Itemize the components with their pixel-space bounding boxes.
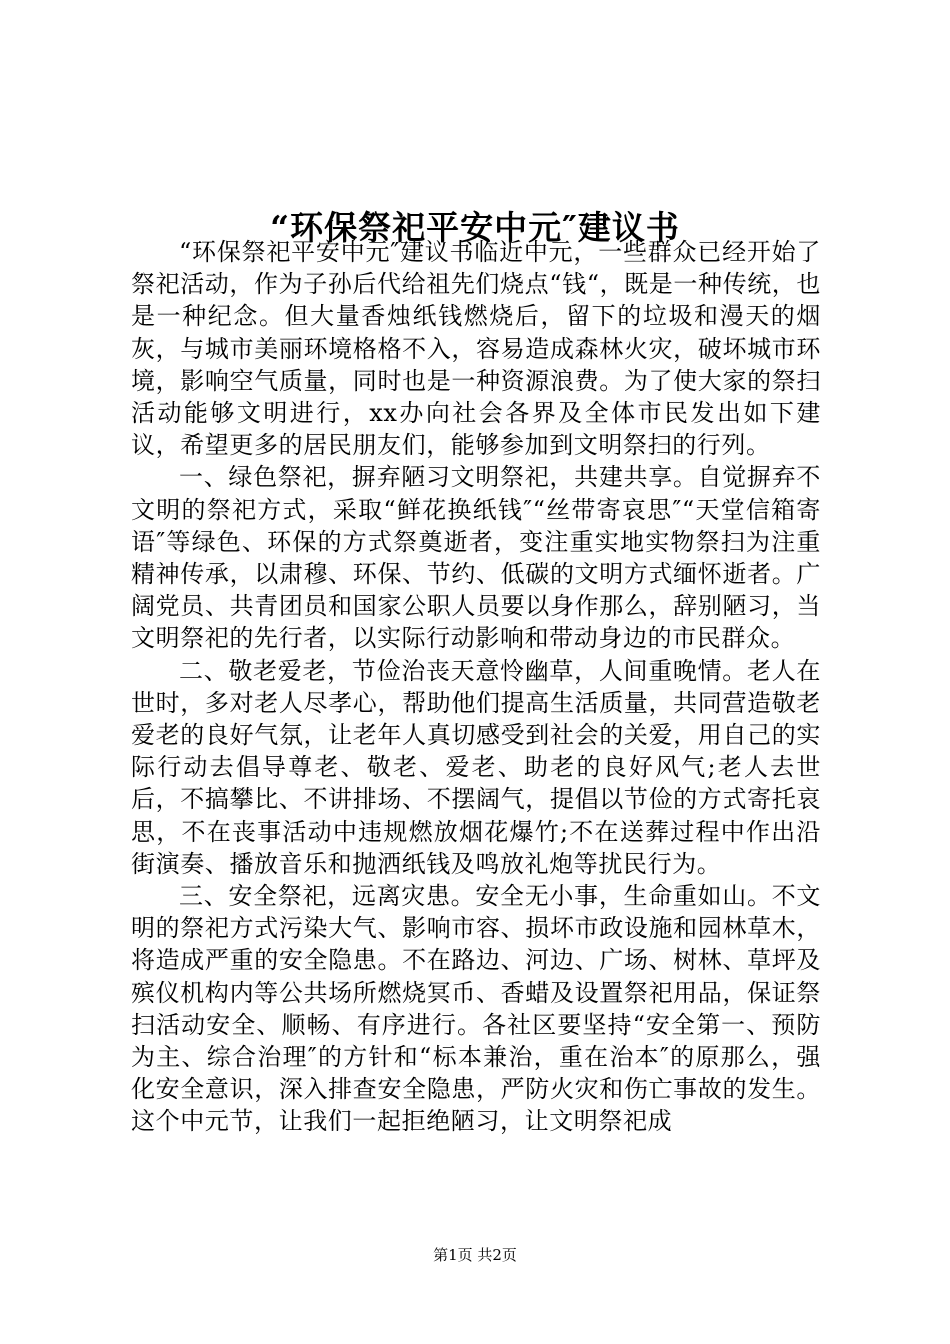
paragraph-intro: “环保祭祀平安中元″建议书临近中元，一些群众已经开始了祭祀活动，作为子孙后代给祖先们烧点“钱“，既是一种传统，也是一种纪念。但大量香烛纸钱燃烧后，留下的垃圾和漫天的烟灰，与城市美丽环境格格不入，容易造成森林火灾，破坏城市环境，影响空气质量，同时也是一种资源浪费。为了使大家的祭扫活动能够文明进行，xx办向社会各界及全体市民发出如下建议，希望更多的居民朋友们，能够参加到文明祭扫的行列。: [131, 238, 821, 460]
paragraph-safe-sacrifice: 三、安全祭祀，远离灾患。安全无小事，生命重如山。不文明的祭祀方式污染大气、影响市容、损坏市政设施和园林草木，将造成严重的安全隐患。不在路边、河边、广场、树林、草坪及殡仪机构内等公共场所燃烧冥币、香蜡及设置祭祀用品，保证祭扫活动安全、顺畅、有序进行。各社区要坚持“安全第一、预防为主、综合治理″的方针和“标本兼治，重在治本″的原那么，强化安全意识，深入排查安全隐患，严防火灾和伤亡事故的发生。这个中元节，让我们一起拒绝陋习，让文明祭祀成: [131, 882, 821, 1136]
paragraph-green-sacrifice: 一、绿色祭祀，摒弃陋习文明祭祀，共建共享。自觉摒弃不文明的祭祀方式，采取“鲜花换纸钱″“丝带寄哀思″“天堂信箱寄语″等绿色、环保的方式祭奠逝者，变注重实地实物祭扫为注重精神传承，以肃穆、环保、节约、低碳的文明方式缅怀逝者。广阔党员、共青团员和国家公职人员要以身作那么，辞别陋习，当文明祭祀的先行者，以实际行动影响和带动身边的市民群众。: [131, 463, 821, 653]
paragraph-respect-elders: 二、敬老爱老，节俭治丧天意怜幽草，人间重晚情。老人在世时，多对老人尽孝心，帮助他们提高生活质量，共同营造敬老爱老的良好气氛，让老年人真切感受到社会的关爱，用自己的实际行动去倡导尊老、敬老、爱老、助老的良好风气;老人去世后，不搞攀比、不讲排场、不摆阔气，提倡以节俭的方式寄托哀思，不在丧事活动中违规燃放烟花爆竹;不在送葬过程中作出沿街演奏、播放音乐和抛洒纸钱及鸣放礼炮等扰民行为。: [131, 656, 821, 878]
document-body: [131, 236, 821, 1138]
page-footer: 第1页 共2页: [433, 1246, 517, 1264]
document-title: “环保祭祀平安中元″建议书: [270, 208, 680, 248]
